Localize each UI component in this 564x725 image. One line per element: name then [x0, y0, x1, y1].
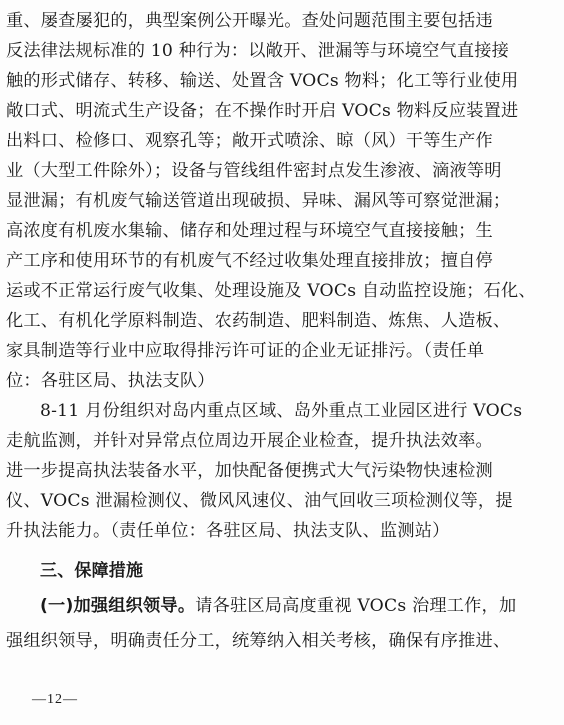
paragraph-text: 请各驻区局高度重视 VOCs 治理工作，加 [195, 596, 517, 616]
text-line: 位：各驻区局、执法支队） [6, 371, 215, 391]
text-line: 触的形式储存、转移、输送、处置含 VOCs 物料；化工等行业使用 [6, 71, 519, 91]
paragraph-first-line [40, 591, 554, 621]
text-line: 进一步提高执法装备水平，加快配备便携式大气污染物快速检测 [6, 461, 493, 481]
text-line: 出料口、检修口、观察孔等；敞开式喷涂、晾（风）干等生产作 [6, 131, 493, 151]
text-line: 家具制造等行业中应取得排污许可证的企业无证排污。（责任单 [6, 341, 485, 361]
text-line: 升执法能力。（责任单位：各驻区局、执法支队、监测站） [6, 521, 450, 541]
text-line: 强组织领导，明确责任分工，统筹纳入相关考核，确保有序推进、 [6, 631, 511, 651]
text-line: 化工、有机化学原料制造、农药制造、肥料制造、炼焦、人造板、 [6, 311, 511, 331]
text-line: 走航监测，并针对异常点位周边开展企业检查，提升执法效率。 [6, 431, 493, 451]
text-line: 运或不正常运行废气收集、处理设施及 VOCs 自动监控设施；石化、 [6, 281, 536, 301]
paragraph-first-line: 8-11 月份组织对岛内重点区域、岛外重点工业园区进行 VOCs [40, 401, 523, 421]
text-line: 业（大型工件除外）；设备与管线组件密封点发生渗液、滴液等明 [6, 161, 502, 181]
section-heading: 三、保障措施 [40, 561, 144, 581]
text-line: 高浓度有机废水集输、储存和处理过程与环境空气直接接触；生 [6, 221, 493, 241]
text-line: 显泄漏；有机废气输送管道出现破损、异味、漏风等可察觉泄漏； [6, 191, 511, 211]
text-line: 仪、VOCs 泄漏检测仪、微风风速仪、油气回收三项检测仪等，提 [6, 491, 513, 511]
text-line: 重、屡查屡犯的，典型案例公开曝光。查处问题范围主要包括违 [6, 11, 493, 31]
paragraph-lead: (一)加强组织领导。 [40, 596, 196, 616]
text-line: 反法律法规标准的 10 种行为：以敞开、泄漏等与环境空气直接接 [6, 41, 510, 61]
text-line: 敞口式、明流式生产设备；在不操作时开启 VOCs 物料反应装置进 [6, 101, 519, 121]
page-number: —12— [32, 692, 78, 707]
text-line: 产工序和使用环节的有机废气不经过收集处理直接排放；擅自停 [6, 251, 493, 271]
